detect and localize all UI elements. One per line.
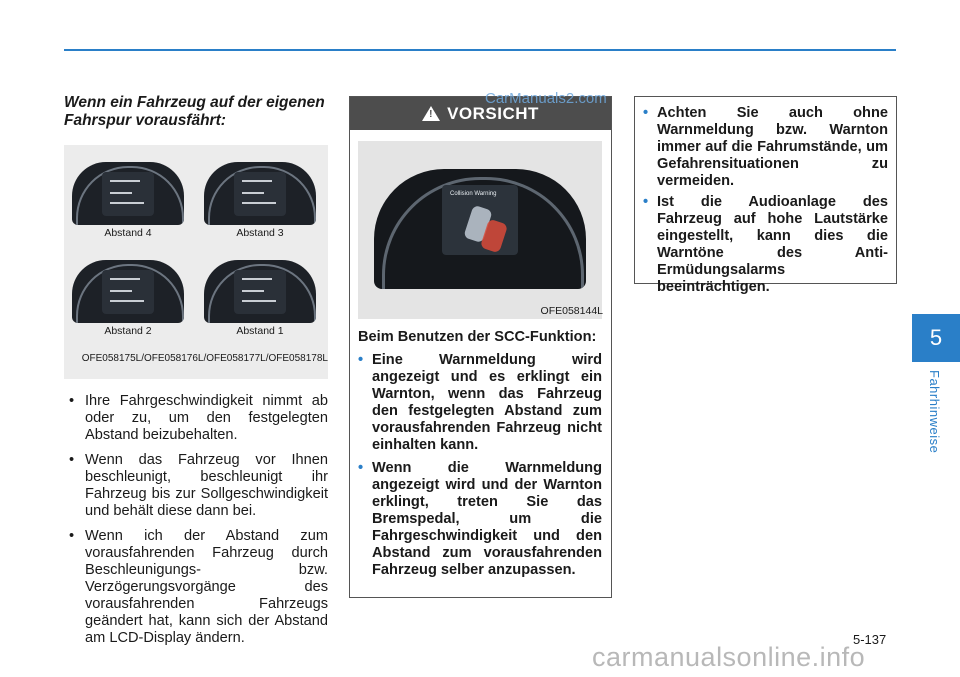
caution-title: VORSICHT [447,103,539,123]
cluster-image-3 [64,243,192,341]
list-item: • Eine Warnmeldung wird angezeigt und es erklingt ein Warnton, wenn das Fahrzeug den festgelegten Abstand zum vorausfahrenden Fahrzeug nicht einhalten kann. [358,352,602,454]
cluster-display [72,162,184,225]
cluster-display [374,169,586,289]
cluster-display [204,162,316,225]
cluster-image-grid [64,145,328,379]
collision-warning-image [358,141,602,319]
image-caption: Abstand 2 [104,325,152,337]
image-code: OFE058144L [540,305,603,317]
page-number: 5-137 [853,632,887,647]
list-item: • Ihre Fahrgeschwindigkeit nimmt ab oder zu, um den festgelegten Abstand beizubehalten. [64,393,328,444]
header-rule [64,49,896,51]
list-item: • Wenn ich der Abstand zum vorausfahrenden Fahrzeug durch Beschleunigungs- bzw. Verzögerungsvorgänge des vorausfahrenden Fahrzeugs geändert hat, kann sich der Abstand am LCD-Display ändern. [64,528,328,647]
note-box [634,96,897,295]
left-column [64,94,328,655]
cluster-image-2 [196,145,324,243]
list-item: • Achten Sie auch ohne Warnmeldung bzw. Warnton immer auf die Fahrumstände, um Gefahrensituationen zu vermeiden. [643,105,888,190]
caution-box [349,96,612,598]
image-caption: Abstand 4 [104,227,152,239]
watermark-text: CarManuals2.com [485,90,607,107]
image-code: OFE058175L/OFE058176L/OFE058177L/OFE058178L [81,353,328,364]
chapter-tab: 5 [912,314,960,362]
image-caption: Abstand 1 [236,325,284,337]
image-caption: Abstand 3 [236,227,284,239]
note-list [643,105,888,296]
bottom-watermark: carmanualsonline.info [592,642,866,672]
list-item: • Wenn die Warnmeldung angezeigt wird und der Warnton erklingt, treten Sie das Bremspedal, um die Fahrgeschwindigkeit und den Abstand zum vorausfahrenden Fahrzeug selber anzupassen. [358,460,602,579]
section-heading: Wenn ein Fahrzeug auf der eigenen Fahrspur vorausfährt: [64,94,325,129]
image-label: Collision Warning [450,191,497,197]
warning-icon: ! [422,106,440,121]
cluster-image-4 [196,243,324,341]
caution-intro: Beim Benutzen der SCC-Funktion: [358,329,597,345]
cluster-display [72,260,184,323]
cluster-display [204,260,316,323]
bullet-list [64,393,328,647]
caution-list [358,352,602,579]
list-item: • Wenn das Fahrzeug vor Ihnen beschleunigt, beschleunigt ihr Fahrzeug bis zur Sollgeschwindigkeit und behält diese dann bei. [64,452,328,520]
chapter-label: Fahrhinweise [927,370,942,454]
cluster-image-1 [64,145,192,243]
list-item: • Ist die Audioanlage des Fahrzeug auf hohe Lautstärke eingestellt, kann dies die Warntöne des Anti-Ermüdungsalarms beeinträchtigen. [643,194,888,296]
caution-body [358,329,602,585]
